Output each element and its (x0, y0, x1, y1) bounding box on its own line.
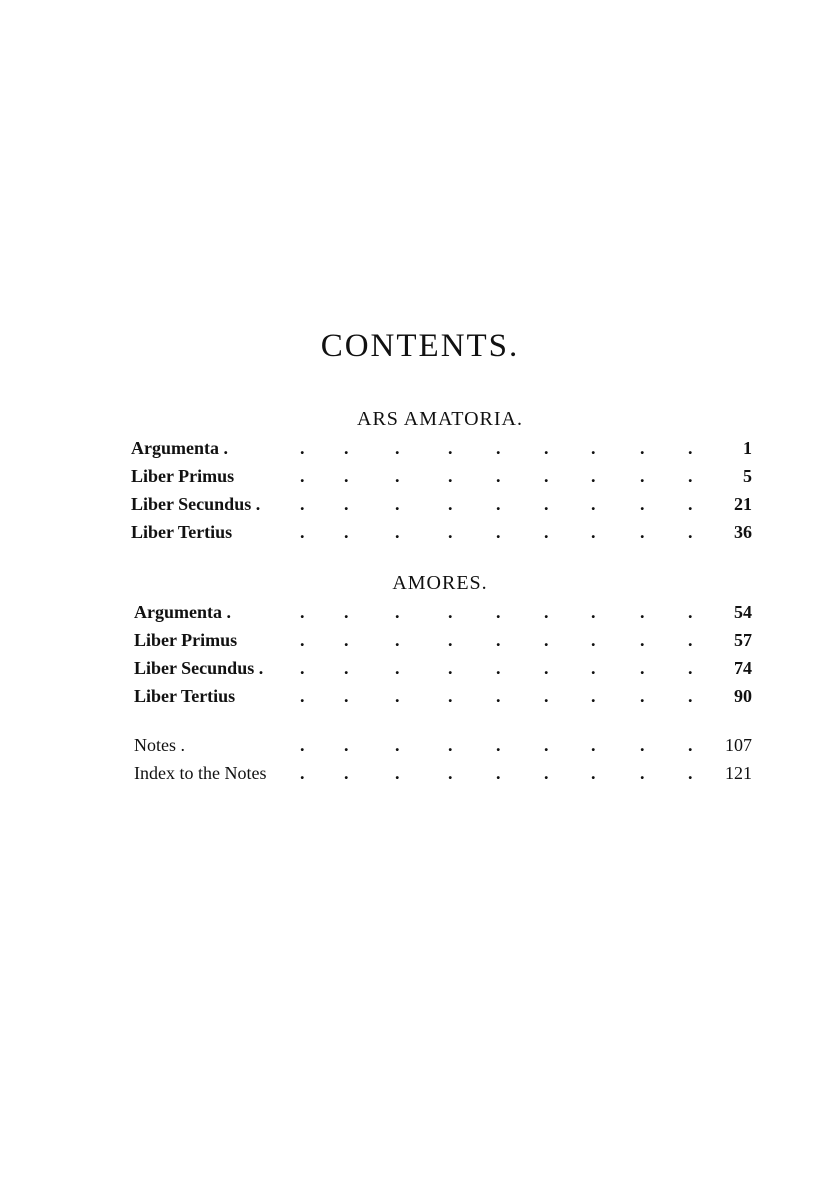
leader-dot: . (640, 763, 645, 783)
leader-dot: . (344, 735, 349, 755)
leader-dot: . (448, 658, 453, 678)
leader-dot: . (395, 658, 400, 678)
toc-entry-label: Liber Tertius (131, 522, 233, 542)
leader-dot: . (448, 438, 453, 458)
leader-dot: . (591, 466, 596, 486)
leader-dot: . (591, 658, 596, 678)
leader-dot: . (688, 438, 693, 458)
leader-dot: . (591, 763, 596, 783)
leader-dot: . (496, 438, 501, 458)
leader-dot: . (591, 494, 596, 514)
leader-dot: . (496, 686, 501, 706)
leader-dot: . (448, 630, 453, 650)
toc-entry-label: Liber Primus (134, 630, 238, 650)
toc-entry-label: Argumenta . (134, 602, 231, 622)
toc-entry[interactable] (0, 686, 840, 714)
toc-entry-label: Liber Primus (131, 466, 235, 486)
leader-dot: . (544, 763, 549, 783)
leader-dot: . (591, 735, 596, 755)
leader-dot: . (544, 735, 549, 755)
toc-entry-label: Argumenta . (131, 438, 228, 458)
leader-dot: . (448, 522, 453, 542)
toc-entry[interactable] (0, 438, 840, 466)
leader-dot: . (688, 522, 693, 542)
dot-leader (268, 686, 708, 714)
toc-entry-label: Notes . (134, 735, 185, 755)
toc-entry-page: 36 (734, 522, 752, 542)
leader-dot: . (395, 735, 400, 755)
leader-dot: . (640, 735, 645, 755)
toc-entry-page: 21 (734, 494, 752, 514)
toc-entry-page: 107 (725, 735, 752, 755)
toc-entry-page: 121 (725, 763, 752, 783)
dot-leader (268, 630, 708, 658)
toc-entry[interactable] (0, 522, 840, 550)
toc-entry-page: 1 (743, 438, 752, 458)
leader-dot: . (395, 438, 400, 458)
leader-dot: . (395, 602, 400, 622)
toc-entry-page: 57 (734, 630, 752, 650)
page-title: CONTENTS. (320, 328, 520, 364)
toc-entry-label: Liber Tertius (134, 686, 236, 706)
leader-dot: . (300, 658, 305, 678)
leader-dot: . (688, 494, 693, 514)
toc-entry-page: 74 (734, 658, 752, 678)
leader-dot: . (640, 686, 645, 706)
leader-dot: . (496, 602, 501, 622)
leader-dot: . (688, 763, 693, 783)
toc-list-back-matter (0, 735, 840, 791)
leader-dot: . (344, 466, 349, 486)
leader-dot: . (344, 602, 349, 622)
leader-dot: . (395, 494, 400, 514)
leader-dot: . (395, 466, 400, 486)
leader-dot: . (300, 494, 305, 514)
toc-entry-page: 90 (734, 686, 752, 706)
leader-dot: . (344, 438, 349, 458)
toc-entry-label: Index to the Notes (134, 763, 267, 783)
leader-dot: . (300, 686, 305, 706)
dot-leader (268, 658, 708, 686)
leader-dot: . (640, 630, 645, 650)
dot-leader (268, 522, 708, 550)
toc-entry-label: Liber Secundus . (131, 494, 261, 514)
leader-dot: . (496, 763, 501, 783)
leader-dot: . (344, 630, 349, 650)
dot-leader (268, 466, 708, 494)
toc-entry[interactable] (0, 602, 840, 630)
leader-dot: . (544, 438, 549, 458)
toc-entry-page: 5 (743, 466, 752, 486)
leader-dot: . (496, 630, 501, 650)
leader-dot: . (395, 686, 400, 706)
leader-dot: . (640, 494, 645, 514)
leader-dot: . (448, 466, 453, 486)
leader-dot: . (688, 630, 693, 650)
leader-dot: . (688, 686, 693, 706)
leader-dot: . (640, 658, 645, 678)
leader-dot: . (544, 686, 549, 706)
leader-dot: . (344, 494, 349, 514)
section-heading-amores: AMORES. (392, 572, 488, 594)
leader-dot: . (544, 602, 549, 622)
leader-dot: . (300, 735, 305, 755)
toc-entry[interactable] (0, 763, 840, 791)
leader-dot: . (300, 438, 305, 458)
toc-entry-page: 54 (734, 602, 752, 622)
toc-entry-label: Liber Secundus . (134, 658, 264, 678)
toc-entry[interactable] (0, 735, 840, 763)
leader-dot: . (591, 522, 596, 542)
leader-dot: . (448, 735, 453, 755)
leader-dot: . (688, 735, 693, 755)
dot-leader (268, 763, 708, 791)
leader-dot: . (688, 466, 693, 486)
leader-dot: . (544, 630, 549, 650)
toc-list-ars-amatoria (0, 438, 840, 550)
leader-dot: . (544, 494, 549, 514)
leader-dot: . (688, 658, 693, 678)
toc-entry[interactable] (0, 630, 840, 658)
leader-dot: . (344, 658, 349, 678)
leader-dot: . (591, 438, 596, 458)
leader-dot: . (448, 686, 453, 706)
leader-dot: . (300, 522, 305, 542)
leader-dot: . (300, 763, 305, 783)
leader-dot: . (496, 735, 501, 755)
leader-dot: . (640, 466, 645, 486)
leader-dot: . (496, 466, 501, 486)
toc-entry[interactable] (0, 466, 840, 494)
leader-dot: . (544, 522, 549, 542)
leader-dot: . (395, 630, 400, 650)
leader-dot: . (496, 522, 501, 542)
leader-dot: . (544, 658, 549, 678)
leader-dot: . (640, 522, 645, 542)
toc-entry[interactable] (0, 494, 840, 522)
dot-leader (268, 438, 708, 466)
leader-dot: . (448, 494, 453, 514)
section-heading-ars-amatoria: ARS AMATORIA. (357, 408, 523, 430)
leader-dot: . (344, 686, 349, 706)
leader-dot: . (496, 494, 501, 514)
leader-dot: . (544, 466, 549, 486)
leader-dot: . (591, 602, 596, 622)
toc-entry[interactable] (0, 658, 840, 686)
leader-dot: . (688, 602, 693, 622)
leader-dot: . (640, 438, 645, 458)
leader-dot: . (344, 763, 349, 783)
leader-dot: . (496, 658, 501, 678)
leader-dot: . (591, 686, 596, 706)
dot-leader (268, 735, 708, 763)
leader-dot: . (300, 630, 305, 650)
leader-dot: . (300, 466, 305, 486)
toc-list-amores (0, 602, 840, 714)
leader-dot: . (448, 763, 453, 783)
leader-dot: . (591, 630, 596, 650)
leader-dot: . (300, 602, 305, 622)
dot-leader (268, 602, 708, 630)
leader-dot: . (448, 602, 453, 622)
dot-leader (268, 494, 708, 522)
leader-dot: . (640, 602, 645, 622)
leader-dot: . (395, 763, 400, 783)
leader-dot: . (395, 522, 400, 542)
leader-dot: . (344, 522, 349, 542)
